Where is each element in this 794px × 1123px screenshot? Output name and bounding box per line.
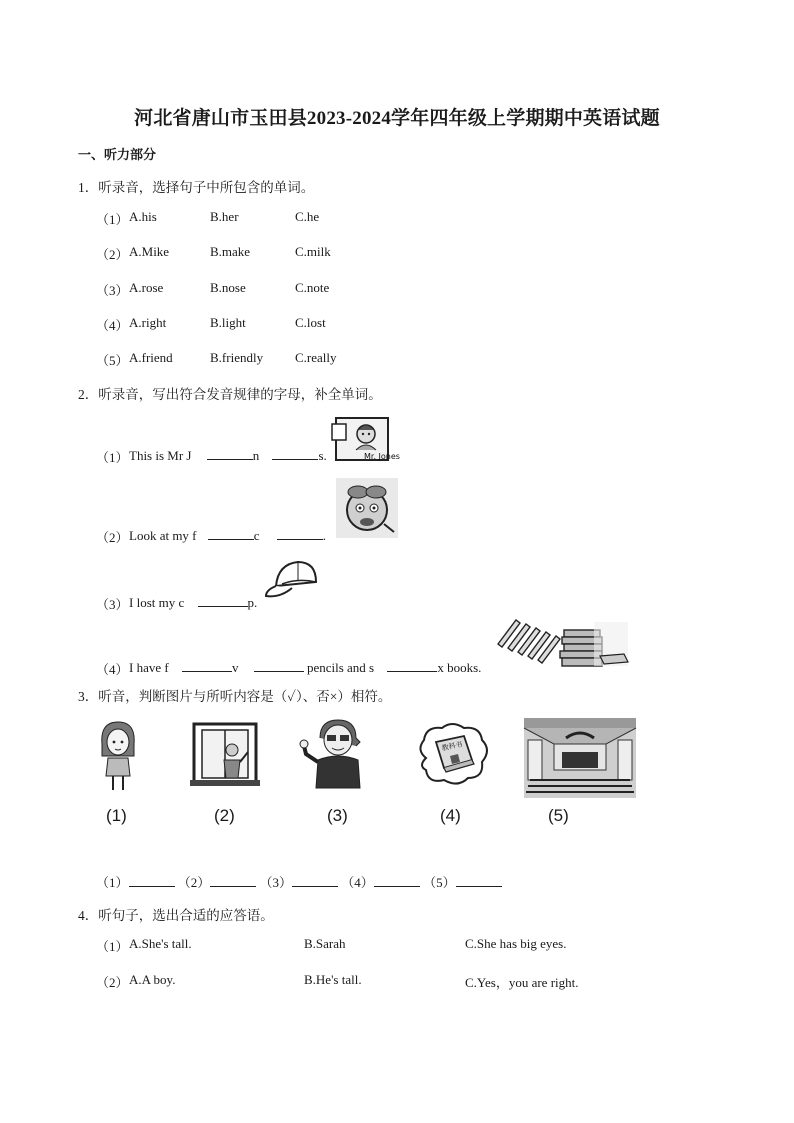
q3-answer-1-label: （1） xyxy=(96,875,129,890)
q3-answer-3-label: （3） xyxy=(259,875,293,890)
question-3-stem: 3．听音，判断图片与所听内容是（✓）、否×）相符。 xyxy=(78,689,392,704)
sign-text: Mr. Jones xyxy=(364,452,400,461)
pencils-and-books-picture xyxy=(494,614,632,670)
q4-item-1-option-c: C.She has big eyes. xyxy=(465,936,567,951)
q3-answer-5-blank[interactable] xyxy=(456,874,502,887)
q4-item-1-number: （1） xyxy=(96,939,129,954)
q3-answer-1-blank[interactable] xyxy=(129,874,175,887)
q1-item-3-option-a: A.rose xyxy=(129,280,164,295)
q1-item-5-number: （5） xyxy=(96,353,129,368)
q1-item-3-option-c: C.note xyxy=(295,280,330,295)
q2-item-1-number: （1） xyxy=(96,450,129,465)
q1-item-3-number: （3） xyxy=(96,283,129,298)
q1-item-5-option-a: A.friend xyxy=(129,350,173,365)
q2-item-4-part-2: v xyxy=(231,660,239,675)
q2-item-4-number: （4） xyxy=(96,662,129,677)
q1-item-2-option-c: C.milk xyxy=(295,244,331,259)
q1-item-5-option-c: C.really xyxy=(295,350,337,365)
q4-item-2-option-c: C.Yes，you are right. xyxy=(465,975,579,990)
q2-item-1-part-1: This is Mr J xyxy=(129,448,192,463)
q3-answer-2-blank[interactable] xyxy=(210,874,256,887)
classroom-picture xyxy=(524,718,636,798)
q2-item-2-part-2: c xyxy=(253,528,260,543)
q3-answer-2-label: （2） xyxy=(177,875,211,890)
q2-item-3-text xyxy=(129,594,257,611)
q2-item-2-number: （2） xyxy=(96,530,129,545)
q1-item-1-number: （1） xyxy=(96,212,129,227)
question-2-stem: 2．听录音，写出符合发音规律的字母，补全单词。 xyxy=(78,387,382,402)
q1-item-4-option-a: A.right xyxy=(129,315,167,330)
q2-item-4-part-4: x books. xyxy=(437,660,482,675)
picture-label-4: (4) xyxy=(440,806,461,825)
q4-item-1-option-b: B.Sarah xyxy=(304,936,346,951)
section-heading-listening: 一、听力部分 xyxy=(78,147,157,162)
picture-label-2: (2) xyxy=(214,806,235,825)
q2-item-4-part-1: I have f xyxy=(129,660,169,675)
q2-item-4-part-3: pencils and s xyxy=(306,660,375,675)
q1-item-1-option-a: A.his xyxy=(129,209,157,224)
q2-item-2-blank-2[interactable] xyxy=(277,527,323,540)
picture-label-5: (5) xyxy=(548,806,569,825)
q2-item-1-blank-1[interactable] xyxy=(207,447,253,460)
q1-item-1-option-c: C.he xyxy=(295,209,320,224)
q1-item-4-option-b: B.light xyxy=(210,315,246,330)
q2-item-3-blank-1[interactable] xyxy=(198,594,248,607)
q2-item-4-blank-3[interactable] xyxy=(387,659,437,672)
q3-answer-3-blank[interactable] xyxy=(292,874,338,887)
q2-item-3-number: （3） xyxy=(96,597,129,612)
q2-item-2-part-3: . xyxy=(322,528,327,543)
q1-item-2-option-b: B.make xyxy=(210,244,251,259)
q2-item-4-blank-2[interactable] xyxy=(254,659,304,672)
q2-item-3-part-2: p. xyxy=(247,595,258,610)
q1-item-5-option-b: B.friendly xyxy=(210,350,264,365)
q2-item-2-part-1: Look at my f xyxy=(129,528,197,543)
question-1-stem: 1．听录音，选择句子中所包含的单词。 xyxy=(78,180,315,195)
face-picture xyxy=(336,478,398,538)
q4-item-2-number: （2） xyxy=(96,975,129,990)
q2-item-1-part-2: n xyxy=(252,448,260,463)
question-4-stem: 4．听句子，选出合适的应答语。 xyxy=(78,908,274,923)
cap-picture xyxy=(262,556,322,604)
q4-item-1-option-a: A.She's tall. xyxy=(129,936,192,951)
q1-item-3-option-b: B.nose xyxy=(210,280,246,295)
q3-answer-4-label: （4） xyxy=(341,875,374,890)
page-title: 河北省唐山市玉田县2023-2024学年四年级上学期期中英语试题 xyxy=(134,108,660,129)
q2-item-2-text xyxy=(129,527,326,544)
q1-item-2-number: （2） xyxy=(96,247,129,262)
q1-item-4-option-c: C.lost xyxy=(295,315,326,330)
girl-picture xyxy=(96,718,140,794)
q4-item-2-option-a: A.A boy. xyxy=(129,972,176,987)
q2-item-4-text xyxy=(129,659,481,676)
q2-item-1-blank-2[interactable] xyxy=(272,447,318,460)
q3-answer-4-blank[interactable] xyxy=(374,874,420,887)
q2-item-1-part-3: s. xyxy=(318,448,327,463)
q1-item-4-number: （4） xyxy=(96,318,129,333)
q1-item-2-option-a: A.Mike xyxy=(129,244,170,259)
q3-answer-5-label: （5） xyxy=(423,875,456,890)
teacher-sign-picture xyxy=(330,410,400,464)
q2-item-4-blank-1[interactable] xyxy=(182,659,232,672)
q3-answer-row xyxy=(96,872,502,891)
waving-person-picture xyxy=(300,716,372,792)
q2-item-3-part-1: I lost my c xyxy=(129,595,185,610)
q1-item-1-option-b: B.her xyxy=(210,209,239,224)
book-cover-text: 教科书 xyxy=(441,740,464,753)
book-cloud-picture xyxy=(414,720,492,790)
q2-item-1-text xyxy=(129,447,327,464)
q4-item-2-option-b: B.He's tall. xyxy=(304,972,362,987)
picture-label-1: (1) xyxy=(106,806,127,825)
q2-item-2-blank-1[interactable] xyxy=(208,527,254,540)
window-picture xyxy=(190,722,260,788)
picture-label-3: (3) xyxy=(327,806,348,825)
